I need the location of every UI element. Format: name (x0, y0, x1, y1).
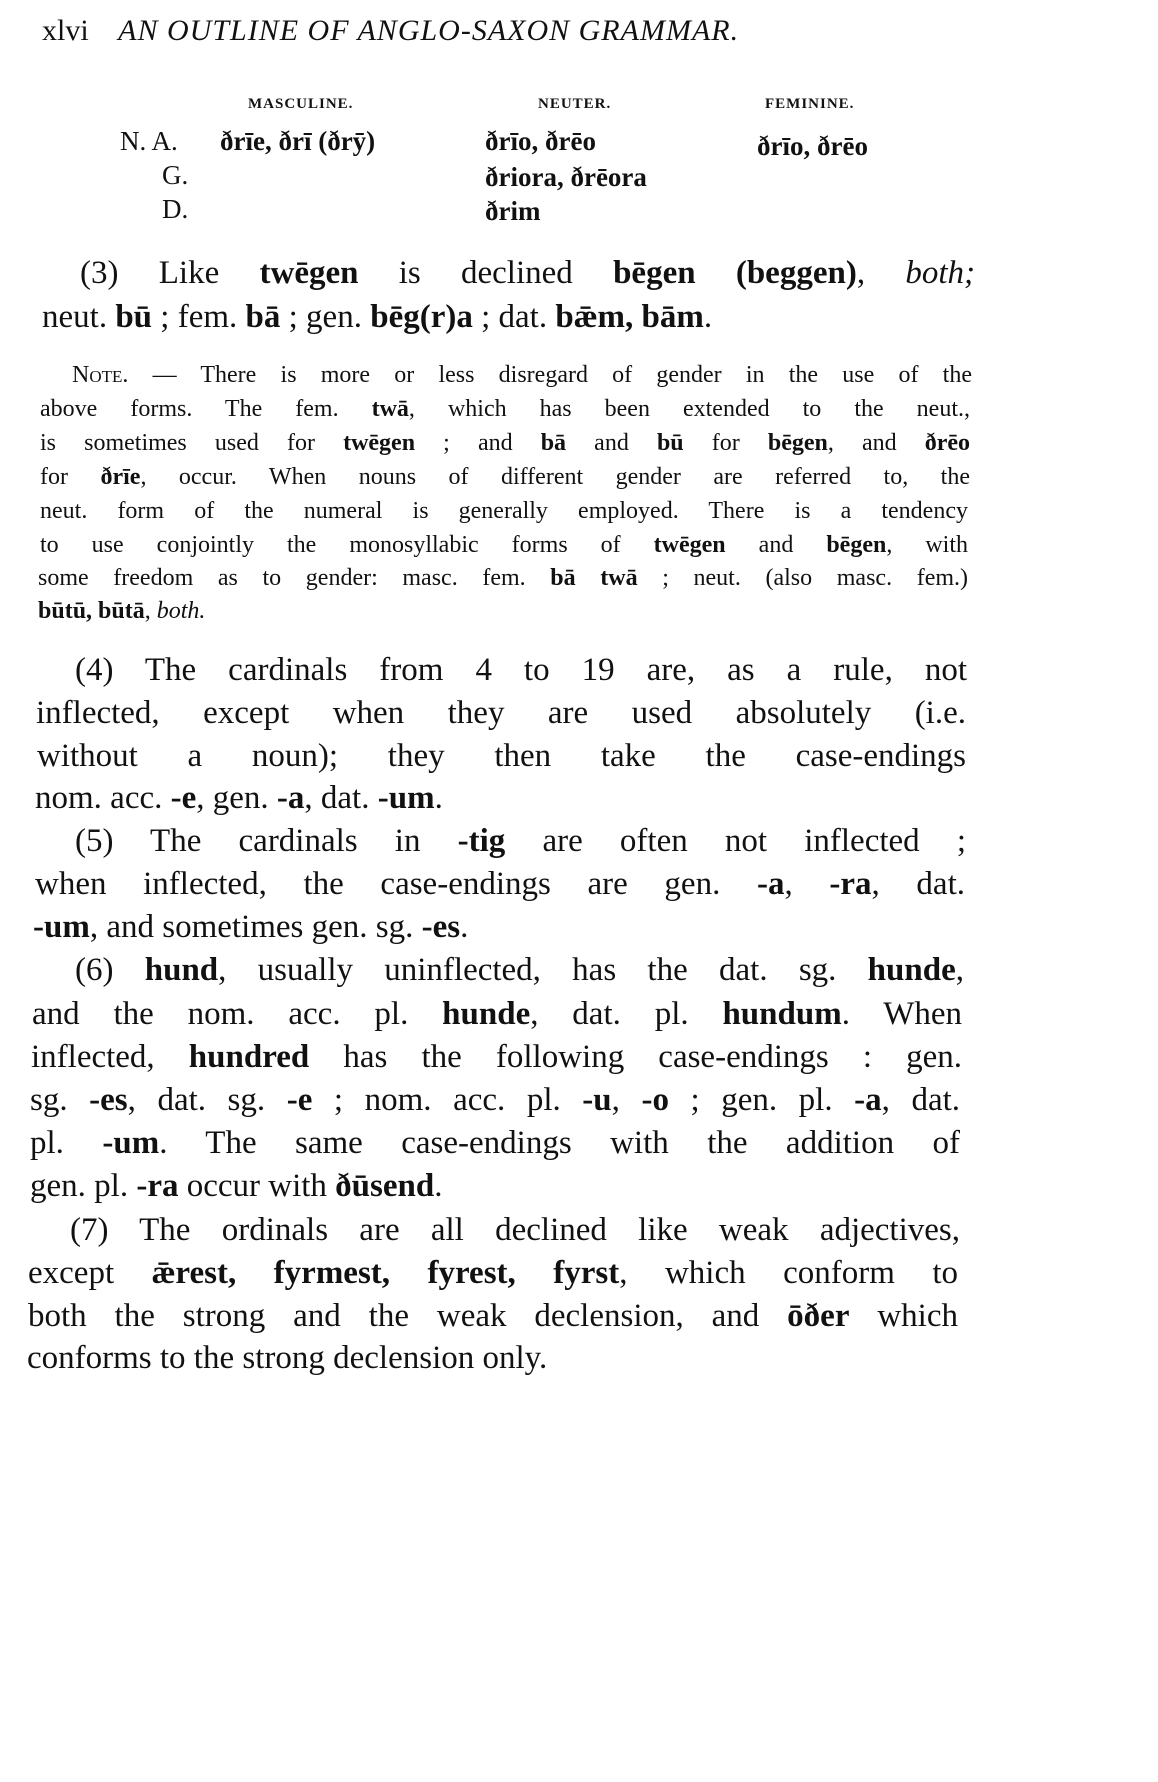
text-segment: , dat. (304, 780, 378, 816)
text-line (75, 952, 964, 989)
text-segment: (4) The cardinals from 4 to 19 are, as a rule, not (75, 652, 967, 688)
text-line (35, 780, 570, 817)
text-segment: to use conjointly the monosyllabic forms of (40, 532, 654, 558)
cell-feminine: ðrīo, ðrēo (757, 131, 868, 161)
text-segment: ; neut. (also masc. fem.) (637, 565, 969, 591)
text-segment: . — There is more or less disregard of gender in the use of the (122, 362, 972, 388)
text-segment: both the strong and the weak declension, and (28, 1298, 788, 1334)
text-segment: and (725, 532, 827, 558)
text-segment: , which has been extended to the neut., (408, 396, 970, 422)
bold-term: ōðer (787, 1298, 850, 1334)
text-segment: , with (886, 532, 969, 558)
text-segment: , dat. pl. (530, 996, 723, 1032)
bold-term: ðūsend (335, 1168, 435, 1204)
text-segment: nom. acc. (35, 780, 171, 816)
bold-term: bū (656, 430, 684, 456)
text-segment: conforms to the strong declension only. (27, 1340, 548, 1376)
running-title: AN OUTLINE OF ANGLO-SAXON GRAMMAR. (118, 14, 740, 47)
text-segment: , and (827, 430, 925, 456)
text-segment: , and sometimes gen. sg. (89, 909, 422, 945)
bold-term: twēgen (343, 430, 416, 456)
cell-neuter: ðrīo, ðrēo (485, 126, 596, 156)
bold-term: ǣrest, fyrmest, fyrest, fyrst (151, 1255, 620, 1291)
text-line (31, 1039, 962, 1076)
cell-neuter: ðrim (485, 196, 541, 226)
bold-term: bā (245, 299, 281, 335)
text-segment: , dat. (881, 1082, 961, 1118)
bold-term: twā (371, 396, 409, 422)
running-header (42, 14, 739, 48)
bold-term: bā (540, 430, 567, 456)
text-line (38, 565, 968, 592)
bold-term: bēg(r)a (370, 299, 473, 335)
case-label: N. A. (120, 126, 178, 156)
text-segment: , dat. (871, 866, 965, 902)
text-segment: , (955, 952, 964, 988)
text-segment: , (611, 1082, 642, 1118)
italic-gloss: both; (905, 255, 976, 291)
text-segment: , usually uninflected, has the dat. sg. (218, 952, 868, 988)
text-segment: sg. (30, 1082, 90, 1118)
bold-term: bēgen (767, 430, 828, 456)
bold-term: bēgen (beggen) (613, 255, 857, 291)
column-header-neuter: NEUTER. (538, 96, 612, 112)
bold-term: -ra (136, 1168, 179, 1204)
text-segment: ; gen. (280, 299, 371, 335)
bold-term: -e (170, 780, 197, 816)
bold-term: ðrīe (100, 464, 141, 490)
bold-term: -um (377, 780, 435, 816)
text-line (30, 1082, 960, 1119)
bold-term: -um (102, 1125, 160, 1161)
text-segment: , (784, 866, 830, 902)
text-segment: ; fem. (152, 299, 246, 335)
bold-term: twēgen (653, 532, 726, 558)
text-segment: . When (841, 996, 962, 1032)
italic-gloss: both. (156, 598, 206, 624)
text-segment: , which conform to (619, 1255, 959, 1291)
text-line (32, 996, 962, 1033)
text-line (40, 464, 970, 491)
bold-term: -um (33, 909, 90, 945)
bold-term: -es (421, 909, 461, 945)
bold-term: ðrēo (924, 430, 971, 456)
text-segment: which (849, 1298, 958, 1334)
bold-term: bā twā (550, 565, 638, 591)
text-segment: , dat. sg. (127, 1082, 287, 1118)
text-line (36, 695, 966, 732)
bold-term: būtū, būtā (38, 598, 145, 624)
text-segment: (5) The cardinals in (75, 823, 458, 859)
text-segment: , (856, 255, 906, 291)
text-segment: and the nom. acc. pl. (32, 996, 443, 1032)
text-line (37, 738, 966, 775)
bold-term: bǣm, bām (555, 299, 704, 335)
text-segment: , (144, 598, 157, 624)
bold-term: twēgen (259, 255, 359, 291)
text-segment: (6) (75, 952, 145, 988)
text-segment: without a noun); they then take the case-endings (37, 738, 966, 774)
cell-neuter: ðriora, ðrēora (485, 162, 647, 192)
text-line (72, 362, 972, 389)
text-line (28, 1298, 958, 1335)
text-line (30, 1125, 960, 1162)
bold-term: hunde (867, 952, 956, 988)
text-segment: has the following case-endings : gen. (309, 1039, 962, 1075)
text-line (70, 1212, 960, 1249)
text-segment: some freedom as to gender: masc. fem. (38, 565, 551, 591)
text-segment: (7) The ordinals are all declined like weak adjectives, (70, 1212, 960, 1248)
text-segment: for (40, 464, 101, 490)
text-segment: , occur. When nouns of different gender are referred to, the (140, 464, 970, 490)
text-segment: neut. (42, 299, 116, 335)
text-segment: are often not inflected ; (505, 823, 966, 859)
text-segment: is sometimes used for (40, 430, 344, 456)
text-segment: . (434, 780, 443, 816)
text-line (40, 430, 970, 457)
text-line (80, 255, 975, 292)
text-line (27, 1340, 680, 1377)
text-segment: occur with (178, 1168, 336, 1204)
text-segment: ; dat. (472, 299, 556, 335)
text-segment: . (434, 1168, 443, 1204)
bold-term: bēgen (826, 532, 887, 558)
case-label: G. (162, 160, 189, 190)
bold-term: -es (89, 1082, 128, 1118)
bold-term: -ra (829, 866, 872, 902)
text-segment: (3) Like (80, 255, 260, 291)
text-line (35, 866, 965, 903)
text-segment: when inflected, the case-endings are gen. (35, 866, 757, 902)
text-segment: and (566, 430, 657, 456)
text-line (75, 823, 966, 860)
text-line (40, 396, 970, 423)
text-segment: is declined (358, 255, 614, 291)
column-header-feminine: FEMININE. (765, 96, 855, 112)
text-line (42, 299, 900, 336)
text-segment: . (703, 299, 713, 335)
bold-term: -tig (457, 823, 506, 859)
text-segment: ; and (415, 430, 541, 456)
text-segment: , gen. (196, 780, 277, 816)
text-segment: . The same case-endings with the addition of (159, 1125, 961, 1161)
text-segment: pl. (30, 1125, 103, 1161)
text-segment: ; nom. acc. pl. (312, 1082, 583, 1118)
page-number: xlvi (42, 14, 89, 47)
text-line (28, 1255, 958, 1292)
text-segment: inflected, except when they are used absolutely (i.e. (36, 695, 966, 731)
cell-masculine: ðrīe, ðrī (ðrȳ) (220, 126, 376, 156)
bold-term: -e (286, 1082, 313, 1118)
text-line (38, 598, 600, 625)
text-line (75, 652, 967, 689)
bold-term: -a (854, 1082, 882, 1118)
bold-term: hund (144, 952, 219, 988)
text-line (40, 498, 968, 525)
text-segment: ; gen. pl. (668, 1082, 855, 1118)
bold-term: hunde (442, 996, 531, 1032)
text-segment: inflected, (31, 1039, 189, 1075)
text-line (40, 532, 968, 559)
case-label: D. (162, 194, 189, 224)
text-line (30, 1168, 555, 1205)
text-segment: gen. pl. (30, 1168, 137, 1204)
bold-term: -o (641, 1082, 669, 1118)
text-segment: for (683, 430, 768, 456)
bold-term: hundum (722, 996, 842, 1032)
bold-term: -a (276, 780, 305, 816)
bold-term: -u (582, 1082, 612, 1118)
bold-term: bū (115, 299, 153, 335)
text-segment: except (28, 1255, 152, 1291)
text-line (33, 909, 570, 946)
text-segment: . (460, 909, 469, 945)
text-segment: above forms. The fem. (40, 396, 372, 422)
bold-term: hundred (188, 1039, 310, 1075)
text-segment: neut. form of the numeral is generally employed. There is a tendency (40, 498, 968, 524)
column-header-masculine: MASCULINE. (248, 96, 354, 112)
text-segment: Note (72, 362, 123, 388)
bold-term: -a (756, 866, 785, 902)
